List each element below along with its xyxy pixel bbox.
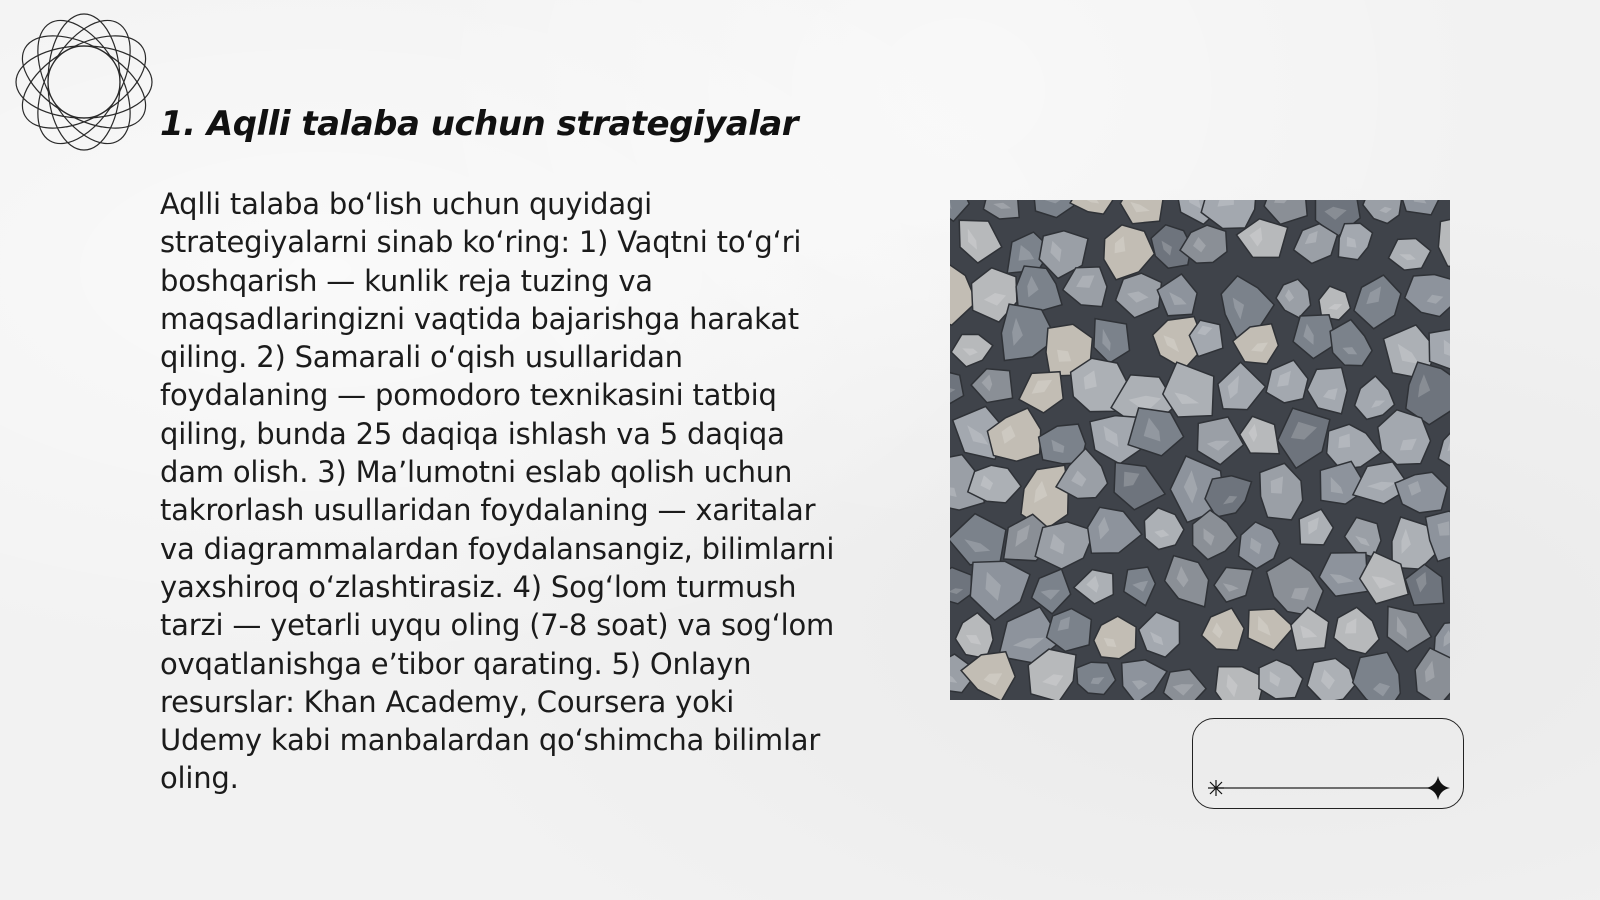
slide-body-text: Aqlli talaba bo‘lish uchun quyidagi strategiyalarni sinab ko‘ring: 1) Vaqtni to‘g‘ri boshqarish — kunlik reja tuzing va maqsadlaringizni vaqtida bajarishga harakat qiling. 2) Samarali o‘qish usullaridan foydalaning — pomodoro texnikasini tatbiq qiling, bunda 25 daqiqa ishlash va 5 daqiqa dam olish. 3) Ma’lumotni eslab qolish uchun takrorlash usullaridan foydalaning — xaritalar va diagrammalardan foydalansangiz, bilimlarni yaxshiroq o‘zlashtirasiz. 4) Sog‘lom turmush tarzi — yetarli uyqu oling (7-8 soat) va sog‘lom ovqatlanishga e’tibor qarating. 5) Onlayn resurslar: Khan Academy, Coursera yoki Udemy kabi manbalardan qo‘shimcha bilimlar oling. bbox=[160, 187, 835, 796]
circular-rosette-icon bbox=[10, 8, 158, 156]
decorative-line bbox=[1192, 718, 1464, 809]
gravel-photo bbox=[950, 200, 1450, 700]
gravel-stones-image bbox=[950, 200, 1450, 700]
sparkle-icon bbox=[1208, 780, 1224, 796]
four-point-star-icon bbox=[1426, 776, 1450, 800]
slide-title: 1. Aqlli talaba uchun strategiyalar bbox=[160, 104, 799, 144]
